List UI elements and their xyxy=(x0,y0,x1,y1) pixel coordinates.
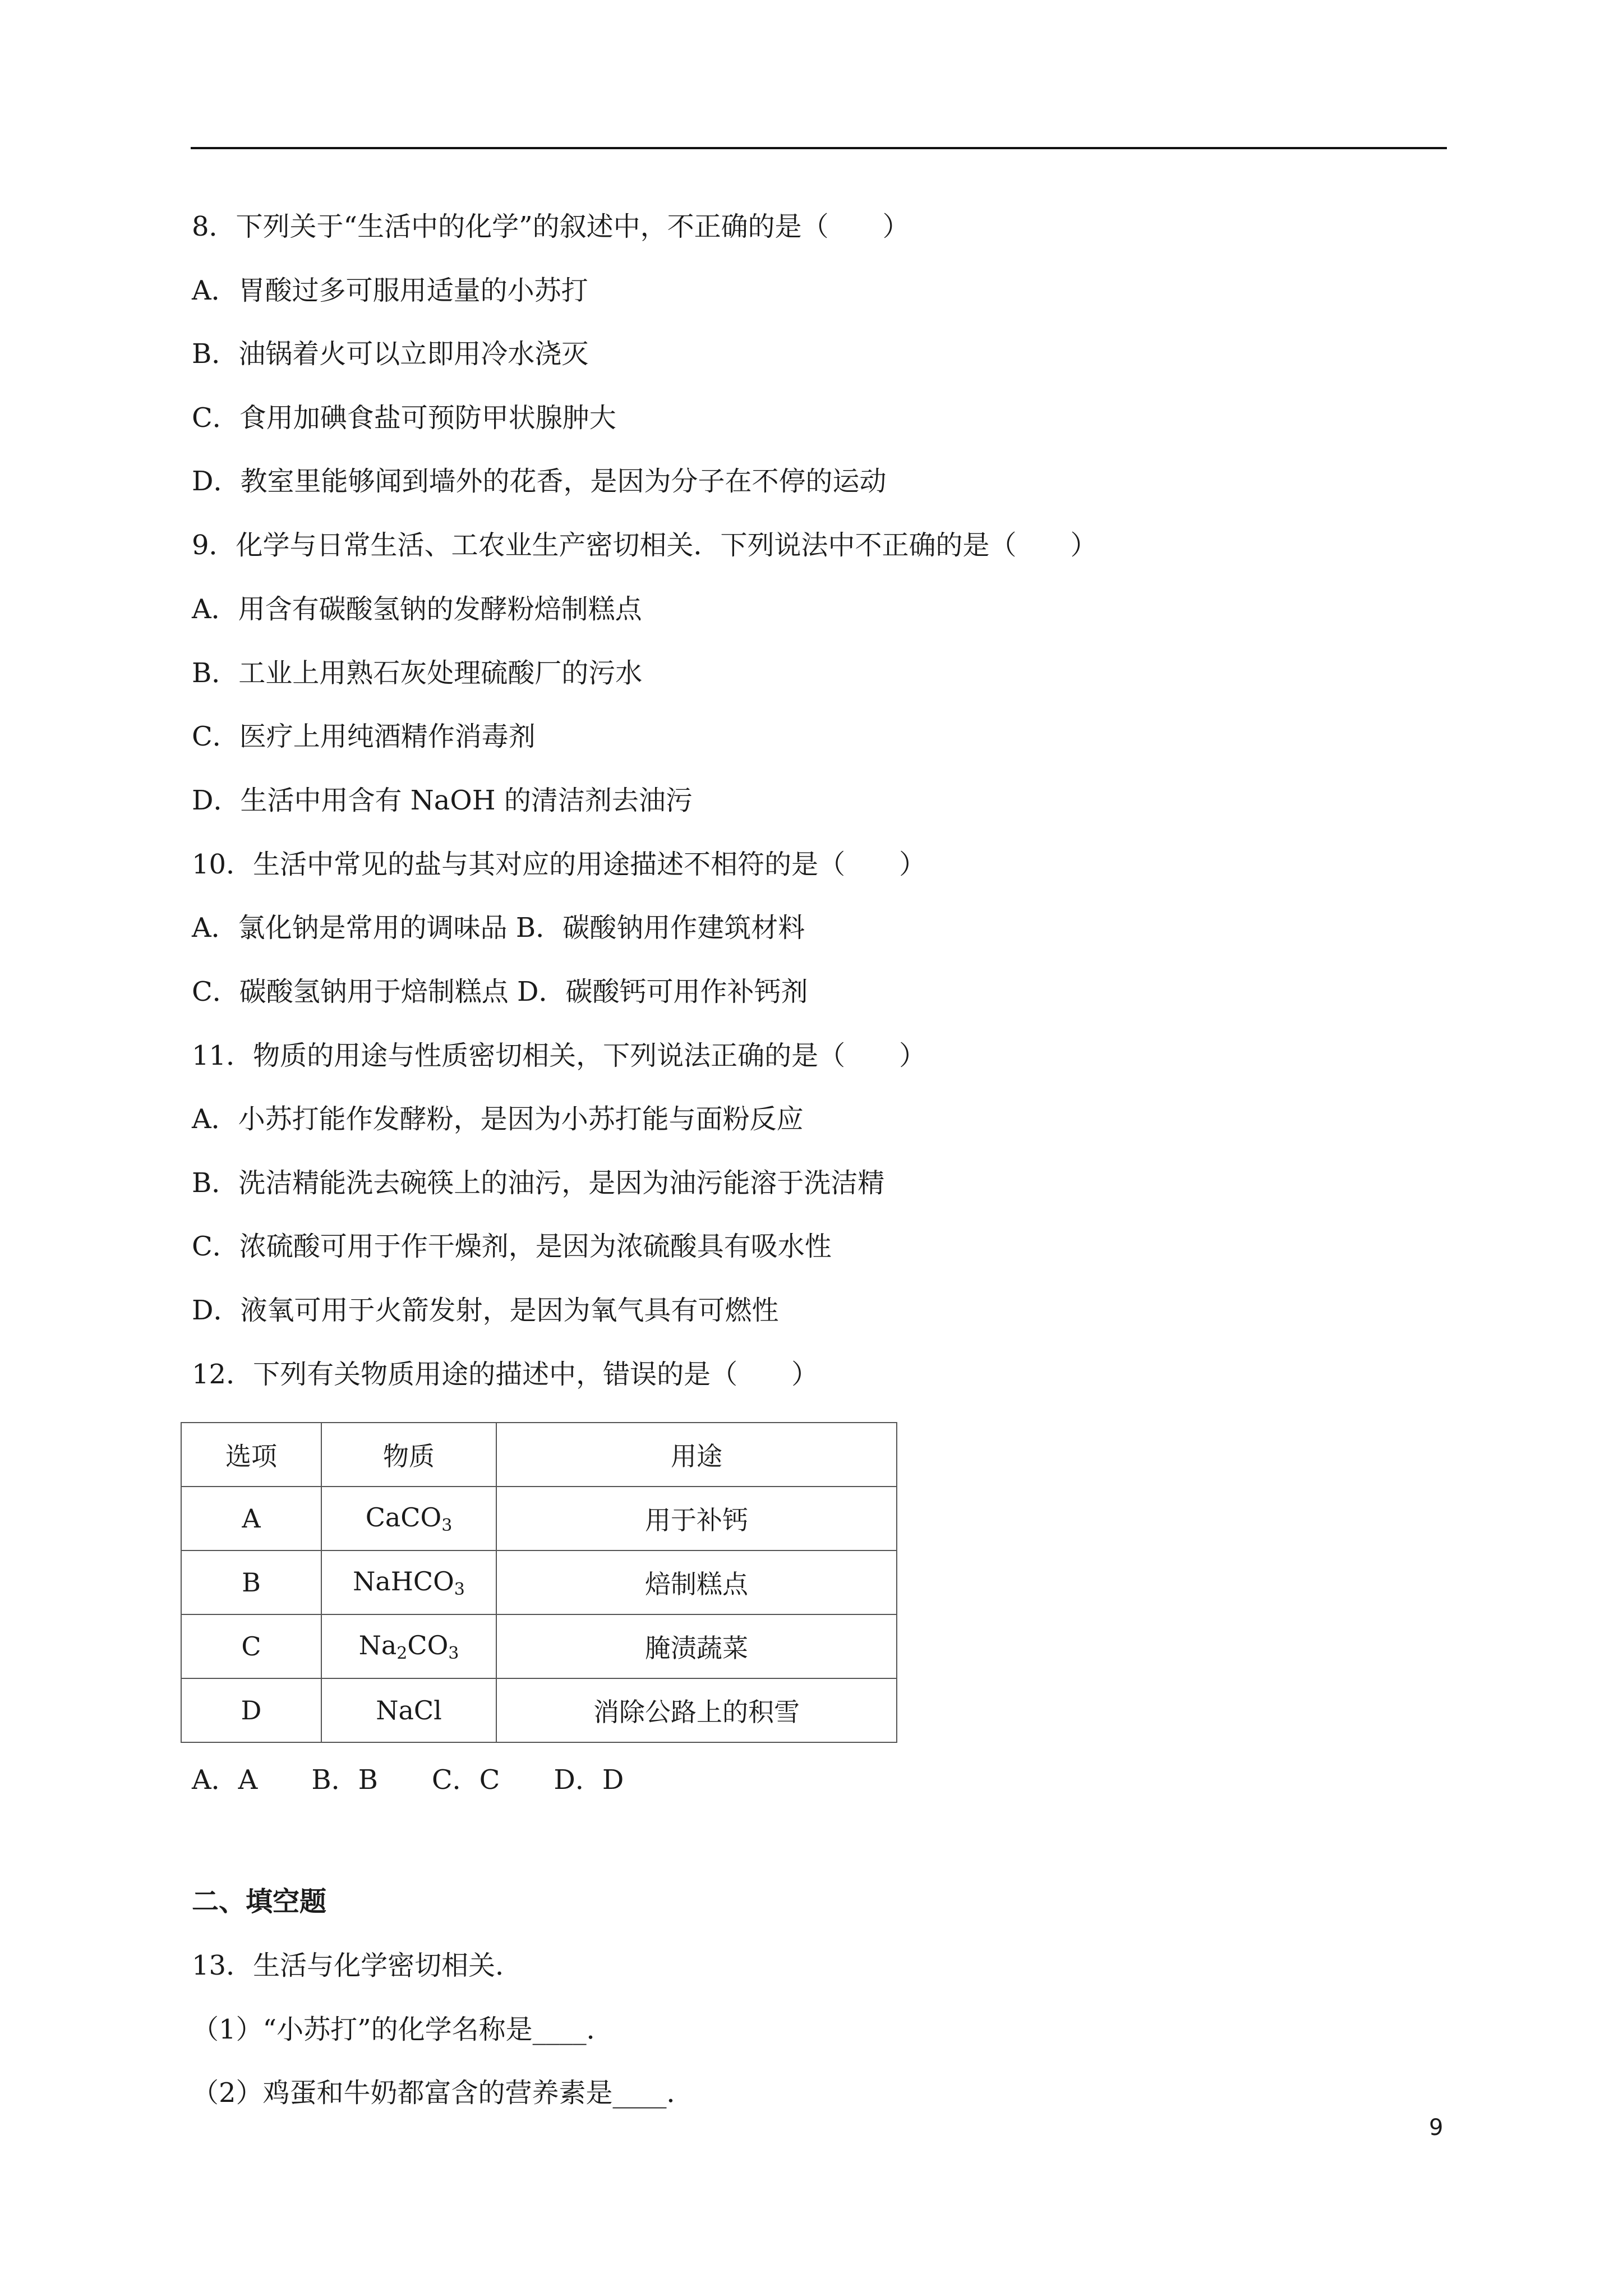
table-header-cell: 用途 xyxy=(496,1423,897,1487)
q11-option-a: A．小苏打能作发酵粉，是因为小苏打能与面粉反应 xyxy=(192,1103,804,1135)
formula-subscript: 3 xyxy=(448,1643,459,1663)
table-cell-option: C xyxy=(181,1614,321,1678)
table-cell-use: 焙制糕点 xyxy=(496,1550,897,1614)
q12-table xyxy=(181,1422,897,1743)
q12-answer-choices: A．A B．B C．C D．D xyxy=(192,1764,624,1796)
formula-text: NaHCO xyxy=(353,1566,454,1596)
q12-stem: 12．下列有关物质用途的描述中，错误的是（ ） xyxy=(192,1359,819,1390)
table-row xyxy=(181,1678,897,1742)
q11-option-c: C．浓硫酸可用于作干燥剂，是因为浓硫酸具有吸水性 xyxy=(192,1231,832,1262)
table-cell-substance xyxy=(321,1614,496,1678)
q13-part-1: （1）“小苏打”的化学名称是____． xyxy=(192,2014,614,2045)
q11-option-d: D．液氧可用于火箭发射，是因为氧气具有可燃性 xyxy=(192,1295,779,1326)
q9-option-b: B．工业上用熟石灰处理硫酸厂的污水 xyxy=(192,657,643,689)
q13-stem: 13．生活与化学密切相关． xyxy=(192,1950,523,1981)
formula-subscript: 3 xyxy=(441,1515,453,1535)
header-rule xyxy=(191,147,1447,149)
table-cell-substance xyxy=(321,1678,496,1742)
table-row xyxy=(181,1614,897,1678)
page-number: 9 xyxy=(1429,2115,1444,2141)
table-row xyxy=(181,1550,897,1614)
table-row xyxy=(181,1487,897,1550)
q10-options-ab: A．氯化钠是常用的调味品 B．碳酸钠用作建筑材料 xyxy=(192,912,805,944)
formula-subscript: 3 xyxy=(454,1579,465,1599)
q8-option-c: C．食用加碘食盐可预防甲状腺肿大 xyxy=(192,402,616,434)
formula-text: Na xyxy=(358,1630,397,1660)
table-cell-use: 腌渍蔬菜 xyxy=(496,1614,897,1678)
q13-part-2: （2）鸡蛋和牛奶都富含的营养素是____． xyxy=(192,2077,694,2109)
formula-text: CO xyxy=(407,1630,449,1660)
q9-option-c: C．医疗上用纯酒精作消毒剂 xyxy=(192,721,536,752)
table-cell-use: 消除公路上的积雪 xyxy=(496,1678,897,1742)
formula-subscript: 2 xyxy=(396,1643,408,1663)
q9-option-a: A．用含有碳酸氢钠的发酵粉焙制糕点 xyxy=(192,593,642,625)
q11-stem: 11．物质的用途与性质密切相关，下列说法正确的是（ ） xyxy=(192,1040,926,1071)
table-header-cell: 物质 xyxy=(321,1423,496,1487)
table-header-cell: 选项 xyxy=(181,1423,321,1487)
formula-text: CaCO xyxy=(365,1502,442,1533)
q8-stem: 8．下列关于“生活中的化学”的叙述中，不正确的是（ ） xyxy=(192,211,910,242)
q8-option-d: D．教室里能够闻到墙外的花香，是因为分子在不停的运动 xyxy=(192,466,887,497)
table-cell-use: 用于补钙 xyxy=(496,1487,897,1550)
q9-option-d: D．生活中用含有 NaOH 的清洁剂去油污 xyxy=(192,785,693,816)
formula-text: NaCl xyxy=(376,1695,442,1726)
q8-option-a: A．胃酸过多可服用适量的小苏打 xyxy=(192,275,588,306)
section-title: 二、填空题 xyxy=(192,1886,327,1917)
q10-options-cd: C．碳酸氢钠用于焙制糕点 D．碳酸钙可用作补钙剂 xyxy=(192,976,808,1007)
table-cell-option: B xyxy=(181,1550,321,1614)
table-cell-substance xyxy=(321,1487,496,1550)
table-cell-substance xyxy=(321,1550,496,1614)
table-header-row xyxy=(181,1423,897,1487)
q10-stem: 10．生活中常见的盐与其对应的用途描述不相符的是（ ） xyxy=(192,849,926,880)
q8-option-b: B．油锅着火可以立即用冷水浇灭 xyxy=(192,338,589,370)
table-cell-option: D xyxy=(181,1678,321,1742)
q11-option-b: B．洗洁精能洗去碗筷上的油污，是因为油污能溶于洗洁精 xyxy=(192,1167,885,1199)
table-cell-option: A xyxy=(181,1487,321,1550)
q9-stem: 9．化学与日常生活、工农业生产密切相关．下列说法中不正确的是（ ） xyxy=(192,530,1098,561)
